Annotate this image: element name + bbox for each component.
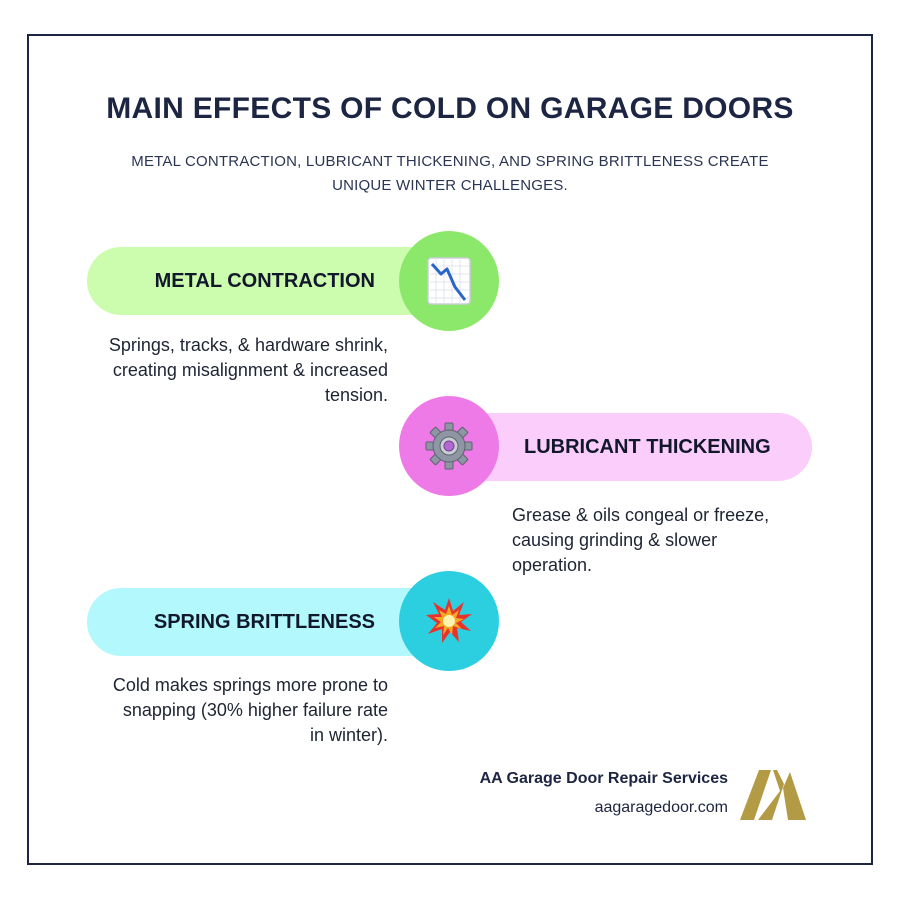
effect-title: METAL CONTRACTION — [154, 269, 375, 292]
company-website[interactable]: aagaragedoor.com — [594, 799, 728, 816]
gear-icon — [424, 421, 474, 471]
page-subtitle: METAL CONTRACTION, LUBRICANT THICKENING, AND SPRING BRITTLENESS CREATE UNIQUE WINTER CHALLENGES. — [131, 153, 769, 194]
effect-lubricant-thickening-description: Grease & oils congeal or freeze, causing grinding & slower operation. — [512, 505, 770, 575]
effect-spring-brittleness-circle — [399, 571, 499, 671]
effect-metal-contraction-description: Springs, tracks, & hardware shrink, creating misalignment & increased tension. — [108, 335, 388, 405]
chart-decreasing-icon — [427, 257, 471, 305]
company-name: AA Garage Door Repair Services — [479, 770, 728, 787]
effect-metal-contraction-circle — [399, 231, 499, 331]
effect-title: SPRING BRITTLENESS — [153, 610, 375, 633]
collision-icon — [424, 596, 474, 646]
effect-lubricant-thickening-circle — [399, 396, 499, 496]
effect-spring-brittleness-description: Cold makes springs more prone to snapping (30% higher failure rate in winter). — [112, 675, 388, 745]
effect-title: LUBRICANT THICKENING — [524, 435, 771, 458]
page-title: MAIN EFFECTS OF COLD ON GARAGE DOORS — [106, 92, 794, 125]
company-logo — [740, 770, 808, 820]
